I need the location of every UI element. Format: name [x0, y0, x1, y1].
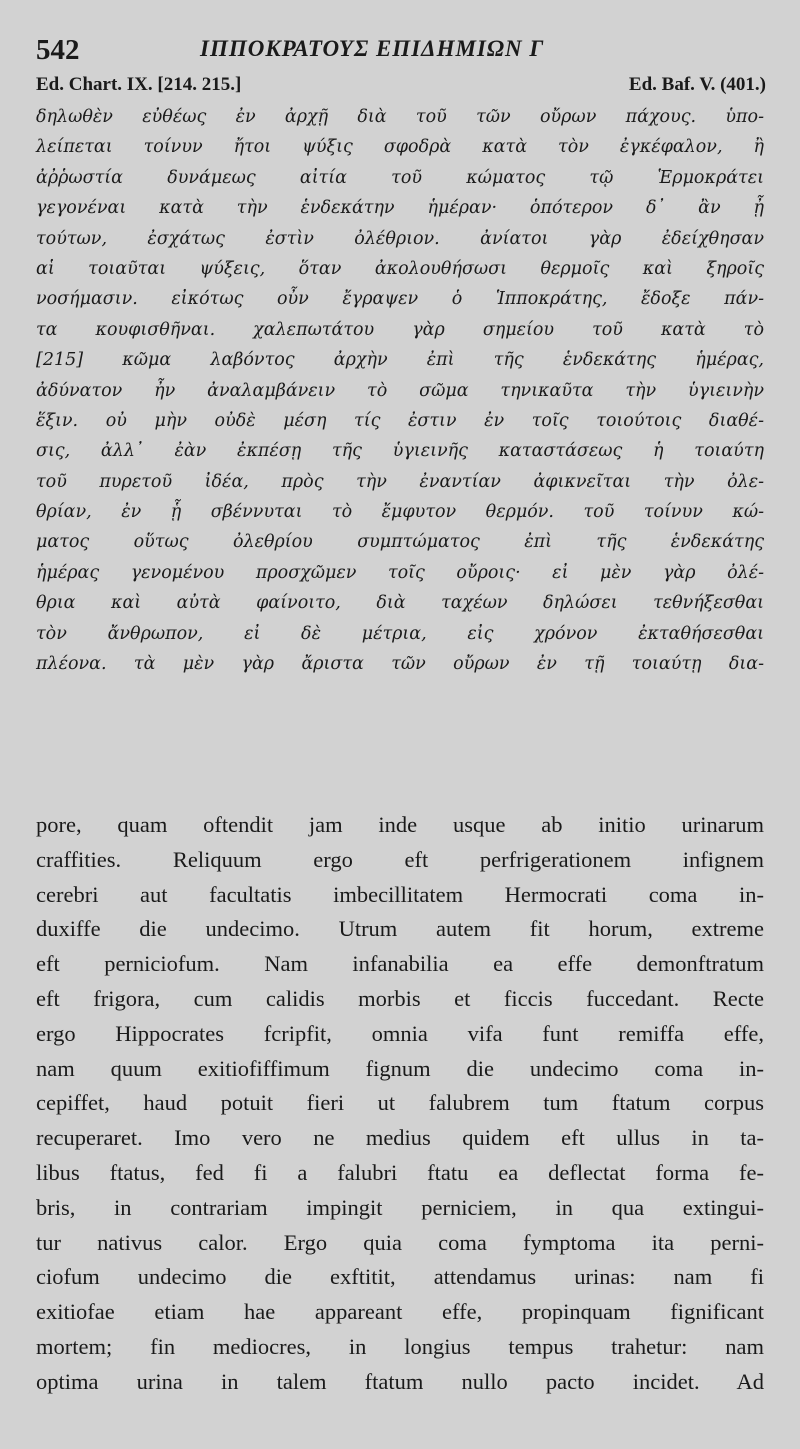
- latin-line: optima urina in talem ftatum nullo pacto incidet. Ad: [36, 1368, 764, 1394]
- greek-line: ματος οὕτως ὀλεθρίου συμπτώματος ἐπὶ τῆς ἑνδεκάτης: [36, 532, 764, 553]
- latin-line: recuperaret. Imo vero ne medius quidem eft ullus in ta-: [36, 1125, 764, 1151]
- greek-line: πλέονα. τὰ μὲν γὰρ ἄριστα τῶν οὔρων ἐν τῇ τοιαύτῃ δια-: [36, 654, 764, 675]
- greek-text-block: [36, 102, 764, 679]
- latin-line: tur nativus calor. Ergo quia coma fymptoma ita perni-: [36, 1229, 764, 1255]
- greek-line: αἱ τοιαῦται ψύξεις, ὅταν ἀκολουθήσωσι θερμοῖς καὶ ξηροῖς: [36, 258, 764, 279]
- edition-reference-right: Ed. Baf. V. (401.): [628, 74, 766, 95]
- latin-line: exitiofae etiam hae appareant effe, propinquam fignificant: [36, 1299, 764, 1325]
- latin-text-block: [36, 808, 764, 1400]
- latin-line: cepiffet, haud potuit fieri ut falubrem tum ftatum corpus: [36, 1090, 764, 1116]
- latin-line: duxiffe die undecimo. Utrum autem fit horum, extreme: [36, 916, 764, 942]
- greek-line: σις, ἀλλ᾽ ἐὰν ἐκπέσῃ τῆς ὑγιεινῆς καταστάσεως ἡ τοιαύτη: [36, 441, 764, 462]
- edition-reference-left: Ed. Chart. IX. [214. 215.]: [36, 74, 242, 95]
- greek-line: ἀῤῥωστία δυνάμεως αἰτία τοῦ κώματος τῷ Ἑρμοκράτει: [36, 167, 764, 188]
- greek-line: τα κουφισθῆναι. χαλεπωτάτου γὰρ σημείου τοῦ κατὰ τὸ: [36, 319, 764, 340]
- greek-line: [215] κῶμα λαβόντος ἀρχὴν ἐπὶ τῆς ἑνδεκάτης ἡμέρας,: [36, 350, 764, 371]
- greek-line: νοσήμασιν. εἰκότως οὖν ἔγραψεν ὁ Ἱπποκράτης, ἔδοξε πάν-: [36, 289, 764, 310]
- running-title: ΙΠΠΟΚΡΑΤΟΥΣ ΕΠΙΔΗΜΙΩΝ Γ: [200, 36, 545, 61]
- latin-line: ciofum undecimo die exftitit, attendamus urinas: nam fi: [36, 1264, 764, 1290]
- greek-line: τὸν ἄνθρωπον, εἰ δὲ μέτρια, εἰς χρόνον ἐκταθήσεσθαι: [36, 623, 764, 644]
- greek-line: γεγονέναι κατὰ τὴν ἑνδεκάτην ἡμέραν· ὁπότερον δ᾽ ἂν ᾖ: [36, 198, 764, 219]
- greek-line: ἡμέρας γενομένου προσχῶμεν τοῖς οὔροις· εἰ μὲν γὰρ ὀλέ-: [36, 562, 764, 583]
- latin-line: bris, in contrariam impingit perniciem, in qua extingui-: [36, 1194, 764, 1220]
- latin-line: craffities. Reliquum ergo eft perfrigerationem infignem: [36, 846, 764, 872]
- greek-line: τούτων, ἐσχάτως ἐστὶν ὀλέθριον. ἀνίατοι γὰρ ἐδείχθησαν: [36, 228, 764, 249]
- greek-line: λείπεται τοίνυν ἤτοι ψύξις σφοδρὰ κατὰ τὸν ἐγκέφαλον, ἢ: [36, 137, 764, 158]
- latin-line: libus ftatus, fed fi a falubri ftatu ea deflectat forma fe-: [36, 1159, 764, 1185]
- greek-line: δηλωθὲν εὐθέως ἐν ἀρχῇ διὰ τοῦ τῶν οὔρων πάχους. ὑπο-: [36, 107, 764, 127]
- latin-line: eft perniciofum. Nam infanabilia ea effe demonftratum: [36, 951, 764, 977]
- latin-line: mortem; fin mediocres, in longius tempus trahetur: nam: [36, 1333, 764, 1359]
- greek-line: θρια καὶ αὐτὰ φαίνοιτο, διὰ ταχέων δηλώσει τεθνήξεσθαι: [36, 593, 764, 614]
- greek-line: θρίαν, ἐν ᾗ σβέννυται τὸ ἔμφυτον θερμόν. τοῦ τοίνυν κώ-: [36, 502, 764, 523]
- latin-line: pore, quam oftendit jam inde usque ab initio urinarum: [36, 812, 764, 837]
- latin-line: ergo Hippocrates fcripfit, omnia vifa funt remiffa effe,: [36, 1020, 764, 1046]
- greek-line: ἀδύνατον ἦν ἀναλαμβάνειν τὸ σῶμα τηνικαῦτα τὴν ὑγιεινὴν: [36, 380, 764, 401]
- page-number: 542: [36, 34, 80, 66]
- greek-line: τοῦ πυρετοῦ ἰδέα, πρὸς τὴν ἐναντίαν ἀφικνεῖται τὴν ὀλε-: [36, 471, 764, 492]
- latin-line: eft frigora, cum calidis morbis et ficcis fuccedant. Recte: [36, 985, 764, 1011]
- greek-line: ἕξιν. οὐ μὴν οὐδὲ μέση τίς ἐστιν ἐν τοῖς τοιούτοις διαθέ-: [36, 410, 764, 431]
- latin-line: nam quum exitiofiffimum fignum die undecimo coma in-: [36, 1055, 764, 1081]
- latin-line: cerebri aut facultatis imbecillitatem Hermocrati coma in-: [36, 881, 764, 907]
